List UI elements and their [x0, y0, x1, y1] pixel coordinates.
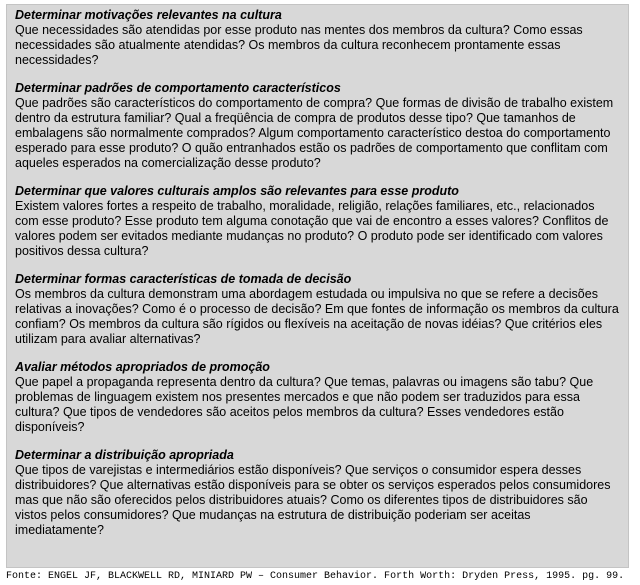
section-text: Os membros da cultura demonstram uma abordagem estudada ou impulsiva no que se refere a decisões relativas a inovações? Como é o processo de decisão? Em que fontes de informação os membros da cultura confiam? Os membros da cultura são rígidos ou flexíveis na aceitação de novas idéias? Que critérios eles utilizam para avaliar alternativas? [15, 287, 619, 346]
questions-panel [6, 4, 629, 568]
section-text: Que padrões são característicos do comportamento de compra? Que formas de divisão de trabalho existem dentro da estrutura familiar? Qual a freqüência de compra de produtos desse tipo? Que tamanhos de embalagens são normalmente comprados? Algum comportamento característico destoa do comportamento esperado para esse produto? O quão entranhados estão os padrões de comportamento que conflitam com aqueles esperados na comercialização desse produto? [15, 96, 614, 170]
source-citation: Fonte: ENGEL JF, BLACKWELL RD, MINIARD PW – Consumer Behavior. Forth Worth: Dryden Press, 1995. pg. 99. [6, 571, 625, 582]
section-decision-making [15, 272, 620, 347]
section-cultural-values [15, 184, 620, 259]
section-heading: Determinar que valores culturais amplos são relevantes para esse produto [15, 184, 459, 198]
section-distribution [15, 448, 620, 538]
section-motivations [15, 8, 620, 68]
section-text: Existem valores fortes a respeito de trabalho, moralidade, religião, relações familiares, etc., relacionados com esse produto? Esse produto tem alguma conotação que vai de encontro a esses valores? Conflitos de valores podem ser evitados mediante mudanças no produto? O produto pode ser identificado com valores positivos dessa cultura? [15, 199, 609, 258]
section-heading: Determinar motivações relevantes na cultura [15, 8, 282, 22]
section-heading: Determinar padrões de comportamento característicos [15, 81, 341, 95]
section-behavior-patterns [15, 81, 620, 171]
section-heading: Determinar formas características de tomada de decisão [15, 272, 352, 286]
section-heading: Determinar a distribuição apropriada [15, 448, 234, 462]
section-text: Que necessidades são atendidas por esse produto nas mentes dos membros da cultura? Como essas necessidades são atualmente atendidas? Os membros da cultura reconhecem prontamente essas necessidades? [15, 23, 583, 67]
section-text: Que papel a propaganda representa dentro da cultura? Que temas, palavras ou imagens são tabu? Que problemas de linguagem existem nos presentes mercados e que não podem ser traduzidos para essa cultura? Que tipos de vendedores são aceitos pelos membros da cultura? Esses vendedores estão disponíveis? [15, 375, 594, 434]
section-promotion-methods [15, 360, 620, 435]
section-heading: Avaliar métodos apropriados de promoção [15, 360, 270, 374]
section-text: Que tipos de varejistas e intermediários estão disponíveis? Que serviços o consumidor espera desses distribuidores? Que alternativas estão disponíveis para se obter os serviços esperados pelos consumidores mas que não são oferecidos pelos distribuidores atuais? Como os diferentes tipos de distribuidores são vistos pelos consumidores? Que mudanças na estrutura de distribuição poderiam ser aceitas imediatamente? [15, 463, 611, 537]
